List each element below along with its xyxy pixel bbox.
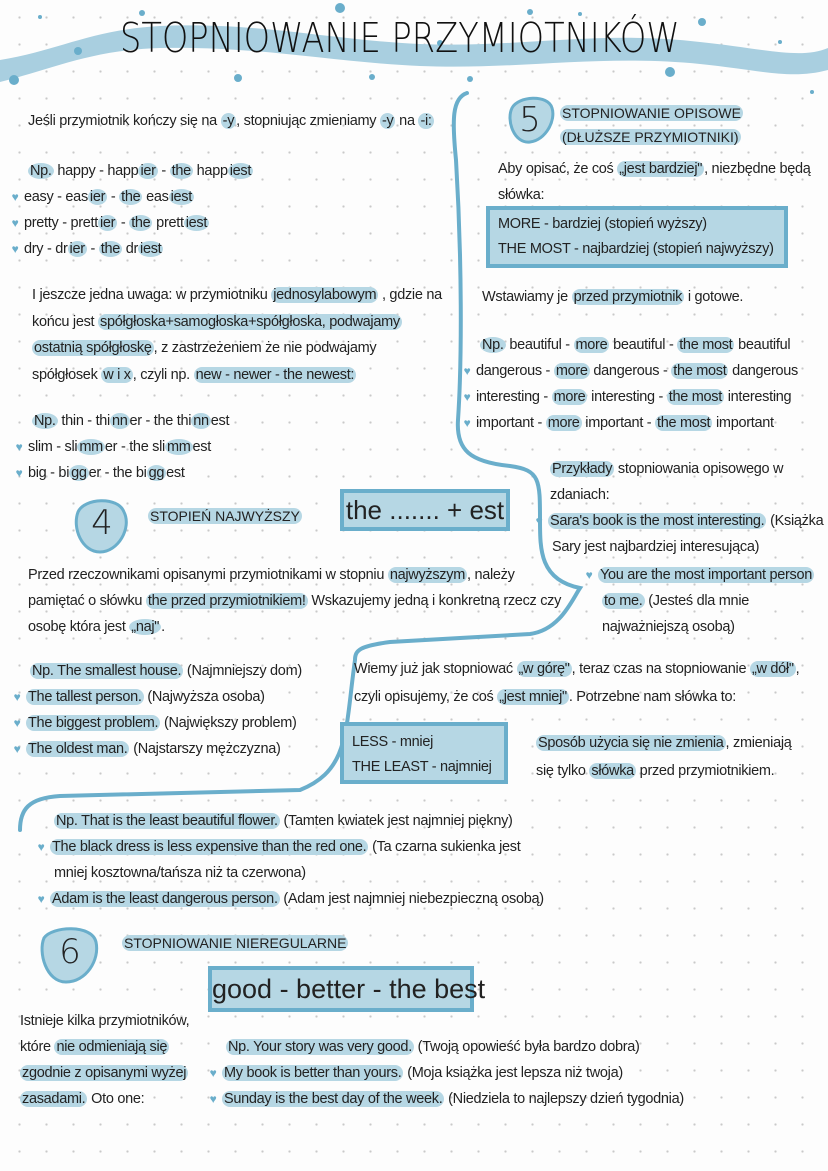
doubling-note bbox=[32, 282, 442, 388]
highlight: iest bbox=[229, 163, 252, 179]
text: beautiful bbox=[734, 337, 791, 353]
polish-translation: mniej kosztowna/tańsza niż ta czerwona) bbox=[54, 865, 306, 881]
irregular-formula-box: good - better - the best bbox=[208, 966, 474, 1012]
rule-y-text bbox=[28, 108, 434, 134]
highlight: „naj" bbox=[131, 619, 160, 635]
highlight: the bbox=[100, 241, 121, 257]
text: , należy bbox=[466, 567, 515, 583]
text: interesting - bbox=[587, 389, 667, 405]
english-sentence: You are the most important person bbox=[600, 567, 813, 583]
text: , teraz czas na stopniowanie bbox=[571, 661, 750, 677]
polish-translation: (Niedziela to najlepszy dzień tygodnia) bbox=[444, 1091, 684, 1107]
english-sentence: Sara's book is the most interesting. bbox=[550, 513, 765, 529]
text: - bbox=[157, 163, 170, 179]
text: stopniowania opisowego w bbox=[614, 461, 784, 477]
note-line bbox=[32, 362, 442, 389]
text: , z zastrzeżeniem że nie podwajamy bbox=[153, 340, 377, 356]
text: słówka: bbox=[498, 187, 545, 203]
text: dry - dr bbox=[24, 241, 68, 257]
highlight: w i x bbox=[103, 366, 131, 383]
section-6-number: 6 bbox=[59, 932, 81, 972]
highlight: the bbox=[131, 215, 151, 231]
note-line bbox=[32, 335, 442, 362]
text: dangerous - bbox=[476, 363, 554, 379]
less-intro bbox=[354, 656, 799, 710]
highlight: Sposób użycia się nie zmienia bbox=[538, 735, 724, 751]
heart-icon: ♥ bbox=[463, 416, 471, 430]
list-item bbox=[463, 410, 798, 436]
highlight: przed przymiotnik bbox=[573, 289, 683, 305]
english-sentence: The biggest problem. bbox=[28, 715, 159, 731]
list-item bbox=[11, 210, 253, 236]
heart-icon: ♥ bbox=[463, 390, 471, 404]
text: est bbox=[192, 439, 211, 455]
highlight: najwyższym bbox=[389, 567, 465, 583]
highlight: the most bbox=[673, 363, 727, 379]
text: , bbox=[795, 661, 800, 677]
text: , stopniując zmieniamy bbox=[236, 113, 380, 129]
english-sentence: Np. The smallest house. bbox=[32, 663, 182, 679]
english-sentence: to me. bbox=[604, 593, 643, 609]
text: I jeszcze jedna uwaga: w przymiotniku bbox=[32, 287, 272, 303]
heading-text: STOPNIOWANIE NIEREGULARNE bbox=[124, 935, 347, 951]
english-sentence: Sunday is the best day of the week. bbox=[224, 1091, 443, 1107]
list-item bbox=[37, 834, 544, 860]
english-sentence: My book is better than yours. bbox=[224, 1065, 402, 1081]
list-item bbox=[209, 1086, 684, 1112]
text: czyli opisujemy, że coś bbox=[354, 689, 498, 705]
note-line bbox=[32, 282, 442, 309]
text: eas bbox=[142, 189, 169, 205]
polish-translation: najważniejszą osobą) bbox=[602, 619, 735, 635]
text: Wiemy już jak stopniować bbox=[354, 661, 517, 677]
text: . bbox=[161, 619, 165, 635]
text: przed przymiotnikiem. bbox=[635, 763, 775, 779]
list-item bbox=[463, 384, 798, 410]
list-item bbox=[30, 658, 302, 684]
text: - bbox=[107, 189, 120, 205]
section-5-insert bbox=[482, 284, 743, 310]
text: happ bbox=[192, 163, 228, 179]
list-item bbox=[28, 158, 253, 184]
list-item bbox=[15, 434, 229, 460]
list-item bbox=[13, 736, 302, 762]
highlight: „jest bardziej" bbox=[619, 161, 703, 177]
text: dangerous bbox=[728, 363, 798, 379]
english-sentence: The black dress is less expensive than the red one. bbox=[52, 839, 367, 855]
text: er - the sli bbox=[104, 439, 165, 455]
highlight: the most bbox=[657, 415, 711, 431]
heart-icon: ♥ bbox=[37, 892, 45, 906]
text: slim - sli bbox=[28, 439, 78, 455]
english-sentence: Np. That is the least beautiful flower. bbox=[56, 813, 278, 829]
english-sentence: Adam is the least dangerous person. bbox=[52, 891, 278, 907]
english-sentence: The oldest man. bbox=[28, 741, 128, 757]
highlight: new - newer - the newest: bbox=[195, 366, 355, 383]
highlight: the bbox=[121, 189, 141, 205]
text: prett bbox=[152, 215, 184, 231]
highlight: -y bbox=[381, 113, 394, 129]
highlight: more bbox=[547, 415, 580, 431]
text: na bbox=[395, 113, 419, 129]
highlight: zgodnie z opisanymi wyżej bbox=[22, 1065, 187, 1081]
box-line: THE LEAST - najmniej bbox=[352, 759, 492, 775]
text: - bbox=[86, 241, 99, 257]
heart-icon: ♥ bbox=[15, 440, 23, 454]
highlight: słówka bbox=[591, 763, 634, 779]
list-item bbox=[209, 1060, 684, 1086]
list-item bbox=[54, 808, 544, 834]
heart-icon: ♥ bbox=[11, 216, 19, 230]
highlight: the bbox=[171, 163, 191, 179]
highlight: -i: bbox=[420, 113, 432, 129]
text: Wskazujemy jedną i konkretną rzecz czy bbox=[307, 593, 562, 609]
heart-icon: ♥ bbox=[13, 716, 21, 730]
highlight: gg bbox=[71, 465, 87, 481]
highlight: zasadami. bbox=[22, 1091, 86, 1107]
polish-translation: (Ta czarna sukienka jest bbox=[368, 839, 521, 855]
section-5-examples bbox=[463, 332, 798, 436]
text: Istnieje kilka przymiotników, bbox=[20, 1013, 190, 1029]
heart-icon: ♥ bbox=[209, 1092, 217, 1106]
text: er - the bi bbox=[88, 465, 147, 481]
list-item bbox=[54, 860, 544, 886]
highlight: the przed przymiotnikiem! bbox=[147, 593, 306, 609]
text: Przed rzeczownikami opisanymi przymiotnikami w stopniu bbox=[28, 567, 388, 583]
polish-translation: (Tamten kwiatek jest najmniej piękny) bbox=[279, 813, 513, 829]
text: które bbox=[20, 1039, 55, 1055]
highlight: mm bbox=[79, 439, 103, 455]
polish-translation: (Najstarszy mężczyzna) bbox=[129, 741, 281, 757]
heart-icon: ♥ bbox=[11, 242, 19, 256]
text-line bbox=[28, 562, 561, 588]
list-item bbox=[37, 886, 544, 912]
text: zdaniach: bbox=[550, 487, 610, 503]
highlight: iest bbox=[170, 189, 192, 205]
section-5-heading bbox=[560, 101, 743, 149]
heart-icon: ♥ bbox=[15, 466, 23, 480]
list-item bbox=[13, 684, 302, 710]
section-6-heading bbox=[122, 930, 348, 956]
heading-line: STOPNIOWANIE OPISOWE bbox=[562, 105, 741, 121]
highlight: nie odmieniają się bbox=[56, 1039, 168, 1055]
list-item bbox=[15, 460, 229, 486]
text: easy - eas bbox=[24, 189, 88, 205]
more-most-box bbox=[486, 206, 788, 268]
section-6-examples bbox=[209, 1034, 684, 1112]
highlight: iest bbox=[140, 241, 162, 257]
np-label: Np. bbox=[34, 413, 56, 429]
np-label: Np. bbox=[30, 163, 52, 179]
highlight: ier bbox=[89, 189, 106, 205]
highlight: -y bbox=[222, 113, 235, 129]
polish-translation: (Najmniejszy dom) bbox=[183, 663, 302, 679]
heart-icon: ♥ bbox=[585, 568, 593, 582]
section-5-sentence-1 bbox=[535, 508, 824, 560]
polish-translation: (Książka bbox=[766, 513, 824, 529]
note-line bbox=[32, 309, 442, 336]
section-4-heading bbox=[148, 503, 302, 529]
text: Jeśli przymiotnik kończy się na bbox=[28, 113, 221, 129]
highlight: the most bbox=[668, 389, 722, 405]
text: Aby opisać, że coś bbox=[498, 161, 618, 177]
text: , czyli np. bbox=[132, 366, 194, 383]
text: important bbox=[712, 415, 774, 431]
polish-translation: (Adam jest najmniej niebezpieczną osobą) bbox=[279, 891, 544, 907]
highlight: „w górę" bbox=[518, 661, 570, 677]
heading-line: (DŁUŻSZE PRZYMIOTNIKI) bbox=[562, 129, 739, 145]
highlight: ier bbox=[99, 215, 116, 231]
list-item bbox=[463, 358, 798, 384]
section-5-intro bbox=[498, 156, 811, 208]
list-item bbox=[226, 1034, 684, 1060]
text: big - bi bbox=[28, 465, 70, 481]
text-line bbox=[28, 588, 561, 614]
text: thin - thi bbox=[57, 413, 110, 429]
list-item bbox=[480, 332, 798, 358]
highlight: „w dół" bbox=[751, 661, 794, 677]
less-examples bbox=[37, 808, 544, 912]
highlight: ier bbox=[69, 241, 85, 257]
list-item bbox=[13, 710, 302, 736]
section-4-examples bbox=[13, 658, 302, 762]
text: - bbox=[117, 215, 130, 231]
list-item bbox=[11, 236, 253, 262]
text: er - the thi bbox=[129, 413, 192, 429]
highlight: ier bbox=[140, 163, 156, 179]
polish-translation: (Twoją opowieść była bardzo dobra) bbox=[413, 1039, 640, 1055]
text: pretty - prett bbox=[24, 215, 98, 231]
highlight: nn bbox=[111, 413, 128, 429]
highlight: mm bbox=[166, 439, 191, 455]
polish-translation: (Najwyższa osoba) bbox=[143, 689, 265, 705]
highlight: more bbox=[553, 389, 586, 405]
examples-double-list bbox=[15, 408, 230, 486]
text: Wstawiamy je bbox=[482, 289, 572, 305]
polish-translation: Sary jest najbardziej interesująca) bbox=[552, 539, 760, 555]
box-line: MORE - bardziej (stopień wyższy) bbox=[498, 216, 707, 232]
text: est bbox=[210, 413, 230, 429]
text: dr bbox=[122, 241, 139, 257]
text: est bbox=[166, 465, 185, 481]
highlight: more bbox=[555, 363, 588, 379]
heart-icon: ♥ bbox=[463, 364, 471, 378]
heading-text: STOPIEŃ NAJWYŻSZY bbox=[150, 508, 300, 524]
text: końcu jest bbox=[32, 313, 99, 330]
section-5-number: 5 bbox=[519, 100, 541, 140]
heart-icon: ♥ bbox=[209, 1066, 217, 1080]
heart-icon: ♥ bbox=[535, 514, 543, 528]
highlight: Przykłady bbox=[552, 461, 613, 477]
less-least-box bbox=[340, 722, 508, 784]
heart-icon: ♥ bbox=[13, 690, 21, 704]
text: Oto one: bbox=[87, 1091, 145, 1107]
highlight: iest bbox=[185, 215, 208, 231]
highlight: jednosylabowym bbox=[273, 287, 377, 303]
box-line: THE MOST - najbardziej (stopień najwyższy) bbox=[498, 241, 774, 257]
text: important - bbox=[581, 415, 656, 431]
heart-icon: ♥ bbox=[37, 840, 45, 854]
polish-translation: (Moja książka jest lepsza niż twoja) bbox=[403, 1065, 623, 1081]
text: osobę która jest bbox=[28, 619, 130, 635]
text: . Potrzebne nam słówka to: bbox=[568, 689, 736, 705]
section-5-sentence-2 bbox=[585, 562, 814, 640]
list-item bbox=[32, 408, 229, 434]
np-label: Np. bbox=[482, 337, 504, 353]
text: , gdzie na bbox=[378, 287, 442, 303]
section-6-left-text bbox=[20, 1008, 189, 1112]
examples-y-list bbox=[11, 158, 253, 262]
less-usage bbox=[536, 730, 792, 784]
text: beautiful - bbox=[609, 337, 678, 353]
text: interesting - bbox=[476, 389, 552, 405]
box-line: LESS - mniej bbox=[352, 734, 434, 750]
english-sentence: Np. Your story was very good. bbox=[228, 1039, 412, 1055]
section-4-text bbox=[28, 562, 561, 640]
highlight: spółgłoska+samogłoska+spółgłoska, podwajamy bbox=[100, 313, 400, 330]
heart-icon: ♥ bbox=[13, 742, 21, 756]
text: spółgłosek bbox=[32, 366, 102, 383]
highlight: more bbox=[575, 337, 608, 353]
text: important - bbox=[476, 415, 546, 431]
text: , zmieniają bbox=[725, 735, 792, 751]
polish-translation: (Największy problem) bbox=[160, 715, 297, 731]
highlight: ostatnią spółgłoskę bbox=[34, 340, 152, 356]
english-sentence: The tallest person. bbox=[28, 689, 142, 705]
highlight: nn bbox=[193, 413, 209, 429]
text: dangerous - bbox=[589, 363, 672, 379]
heart-icon: ♥ bbox=[11, 190, 19, 204]
polish-translation: (Jesteś dla mnie bbox=[644, 593, 749, 609]
text: się tylko bbox=[536, 763, 590, 779]
list-item bbox=[11, 184, 253, 210]
section-4-number: 4 bbox=[91, 503, 113, 543]
section-5-sentences-intro bbox=[550, 456, 783, 508]
text: beautiful - bbox=[505, 337, 574, 353]
highlight: gg bbox=[148, 465, 165, 481]
text: pamiętać o słówku bbox=[28, 593, 146, 609]
text-line bbox=[28, 614, 561, 640]
text: happy - happ bbox=[53, 163, 139, 179]
text: interesting bbox=[723, 389, 792, 405]
highlight: the most bbox=[679, 337, 733, 353]
text: , niezbędne będą bbox=[704, 161, 811, 177]
page-title: STOPNIOWANIE PRZYMIOTNIKÓW bbox=[120, 14, 680, 62]
text: i gotowe. bbox=[684, 289, 744, 305]
highlight: „jest mniej" bbox=[499, 689, 567, 705]
superlative-formula-box: the ....... + est bbox=[340, 489, 510, 531]
